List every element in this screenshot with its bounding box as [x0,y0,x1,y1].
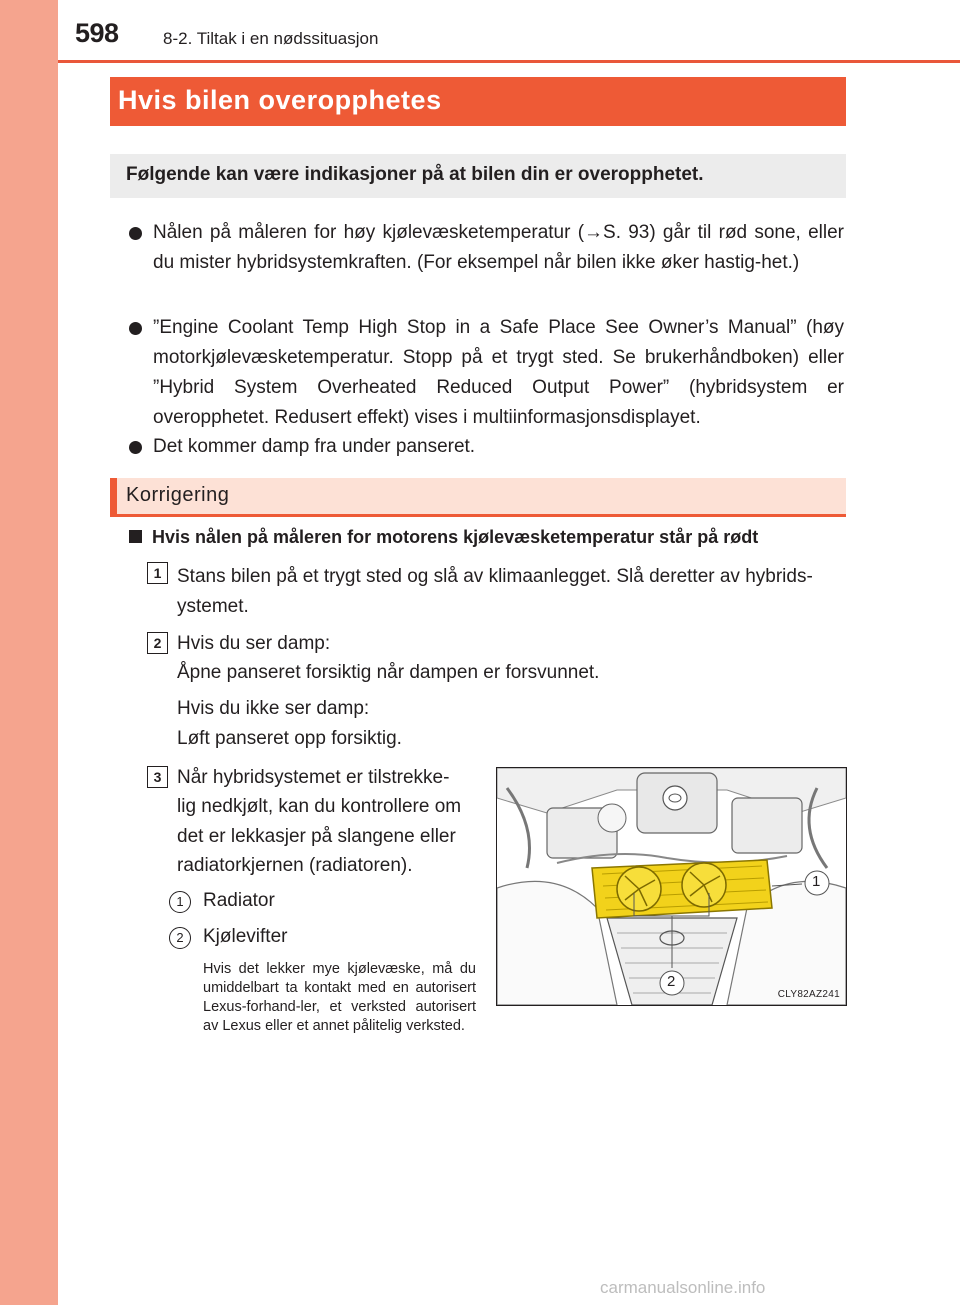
header-rule [58,60,960,63]
figure-code: CLY82AZ241 [777,989,840,1000]
bullet-item [129,313,844,433]
section-heading-bar [110,478,846,517]
step-1-line: ystemet. [177,596,249,617]
step-2-line: Åpne panseret forsiktig når dampen er forsvunnet. [177,662,600,683]
bullet-text: Nålen på måleren for høy kjølevæsketemperatur (→S. 93) går til rød sone, eller du mister hybridsystemkraften. (For eksempel når bilen ikke øker hastig-het.) [153,222,844,273]
step-number-3: 3 [147,766,168,788]
section-accent [110,478,117,514]
bullet-dot-icon [129,322,142,335]
engine-bay-illustration [496,767,847,1006]
legend-label-fans: Kjølevifter [203,926,288,947]
legend-label-radiator: Radiator [203,890,275,911]
bullet-text: ”Engine Coolant Temp High Stop in a Safe Place See Owner’s Manual” (høy motorkjølevæsketemperatur. Stopp på et trygt sted. Se brukerhåndboken) eller ”Hybrid System Overheated Reduced Output Power” (hybridsystem er overopphetet. Redusert effekt) vises i multiinformasjonsdisplayet. [153,317,844,428]
callout-2-label: 2 [667,973,676,990]
side-tab-strip [0,0,58,1305]
callout-1-label: 1 [812,873,821,890]
step-3-line: det er lekkasjer på slangene eller [177,826,456,847]
step-2-line: Løft panseret opp forsiktig. [177,728,402,749]
step-2-line: Hvis du ikke ser damp: [177,698,370,719]
bullet-item [129,432,844,462]
watermark: carmanualsonline.info [600,1278,766,1297]
step-number-1: 1 [147,562,168,584]
warning-note: Hvis det lekker mye kjølevæske, må du umiddelbart ta kontakt med en autorisert Lexus-forhand-ler, et verksted autorisert av Lexus eller et annet pålitelig verksted. [203,961,476,1034]
page-title: Hvis bilen overopphetes [118,85,442,115]
page-number: 598 [75,18,119,48]
legend-number-1: 1 [169,891,191,913]
step-2-line: Hvis du ser damp: [177,633,331,654]
chapter-title: 8-2. Tiltak i en nødssituasjon [163,29,379,48]
step-3-line: lig nedkjølt, kan du kontrollere om [177,796,462,817]
section-heading: Korrigering [126,484,230,506]
engine-bay-drawing [497,768,846,1005]
step-3-line: Når hybridsystemet er tilstrekke- [177,767,450,788]
subheading [129,527,758,548]
step-1-line: Stans bilen på et trygt sted og slå av klimaanlegget. Slå deretter av hybrids- [177,566,813,587]
bullet-item [129,218,844,278]
step-3-line: radiatorkjernen (radiatoren). [177,855,413,876]
bullet-dot-icon [129,441,142,454]
intro-box [110,154,846,198]
intro-text: Følgende kan være indikasjoner på at bilen din er overopphetet. [126,164,704,185]
step-number-2: 2 [147,632,168,654]
subheading-text: Hvis nålen på måleren for motorens kjølevæsketemperatur står på rødt [152,527,759,547]
bullet-dot-icon [129,227,142,240]
square-bullet-icon [129,530,142,543]
bullet-text: Det kommer damp fra under panseret. [153,436,476,457]
section-title-bar [110,77,846,126]
legend-number-2: 2 [169,927,191,949]
